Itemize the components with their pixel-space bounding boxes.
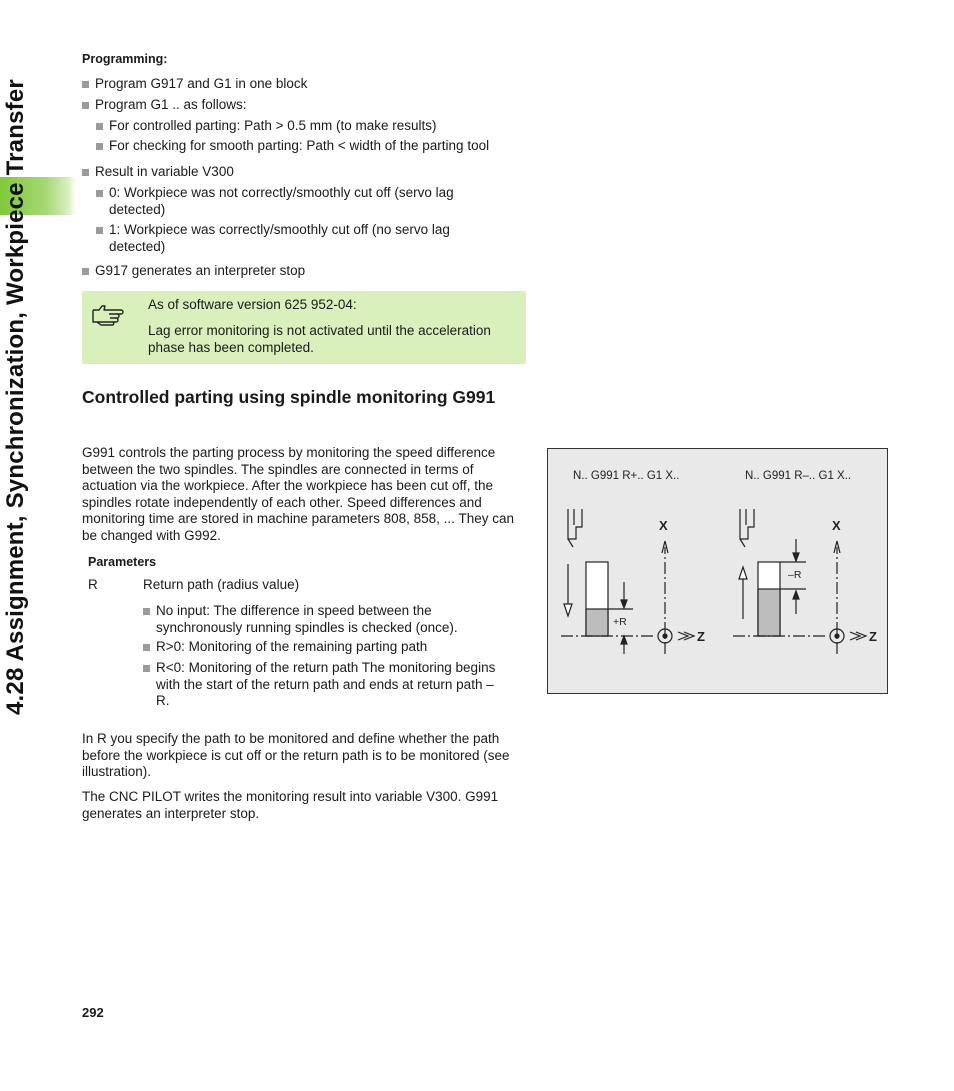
param-name: R [88,577,98,592]
bullet-icon [82,81,89,88]
x-axis-label: X [659,518,668,533]
note-version: As of software version 625 952-04: [148,297,357,312]
bullet-icon [96,123,103,130]
bullet-icon [96,143,103,150]
pointing-hand-icon [91,302,127,326]
list-item: R<0: Monitoring of the return path The monitoring begins with the start of the return path and ends at return path – R. [143,660,501,710]
list-item: For checking for smooth parting: Path < width of the parting tool [96,138,539,155]
list-item: No input: The difference in speed between the synchronously running spindles is checked (once). [143,603,496,636]
note-box [82,291,526,364]
bullet-icon [143,644,150,651]
list-item: Program G1 .. as follows: [82,97,535,114]
bullet-icon [96,227,103,234]
programming-heading: Programming: [82,52,168,66]
z-axis-label: Z [869,629,877,644]
bullet-icon [96,190,103,197]
list-item: 1: Workpiece was correctly/smoothly cut off (no servo lag detected) [96,222,509,255]
list-item: For controlled parting: Path > 0.5 mm (to make results) [96,118,539,135]
minus-r-label: –R [788,569,802,581]
illustration-drawing [548,449,887,693]
bullet-icon [143,665,150,672]
z-axis-label: Z [697,629,705,644]
bullet-icon [82,169,89,176]
x-axis-label: X [832,518,841,533]
intro-paragraph: G991 controls the parting process by monitoring the speed difference between the two spindles. The spindles are connected in terms of actuation via the workpiece. After the workpiece has been cut off, the spindles rotate independently of each other. Speed differences and monitoring time are stored in machine parameters 808, 858, ... They can be changed with G992. [82,445,514,543]
list-item: Result in variable V300 [82,164,535,181]
list-item: G917 generates an interpreter stop [82,263,535,280]
paragraph: In R you specify the path to be monitored and define whether the path before the workpiece is cut off or the return path is to be monitored (see illustration). [82,731,510,779]
parameters-heading: Parameters [88,555,157,569]
paragraph: The CNC PILOT writes the monitoring result into variable V300. G991 generates an interpreter stop. [82,789,499,821]
list-item: Program G917 and G1 in one block [82,76,535,93]
bullet-icon [82,268,89,275]
note-text: Lag error monitoring is not activated until the acceleration phase has been completed. [148,323,491,355]
list-item: 0: Workpiece was not correctly/smoothly cut off (servo lag detected) [96,185,509,218]
page-number: 292 [82,1005,104,1020]
param-description: Return path (radius value) [143,577,300,592]
bullet-icon [82,102,89,109]
section-title: Controlled parting using spindle monitoring G991 [82,387,496,407]
left-caption: N.. G991 R+.. G1 X.. [573,470,680,482]
chapter-side-title: 4.28 Assignment, Synchronization, Workpiece Transfer [2,79,29,715]
plus-r-label: +R [613,616,627,628]
right-caption: N.. G991 R–.. G1 X.. [745,470,852,482]
parting-illustration [547,448,888,694]
bullet-icon [143,608,150,615]
list-item: R>0: Monitoring of the remaining parting path [143,639,496,656]
